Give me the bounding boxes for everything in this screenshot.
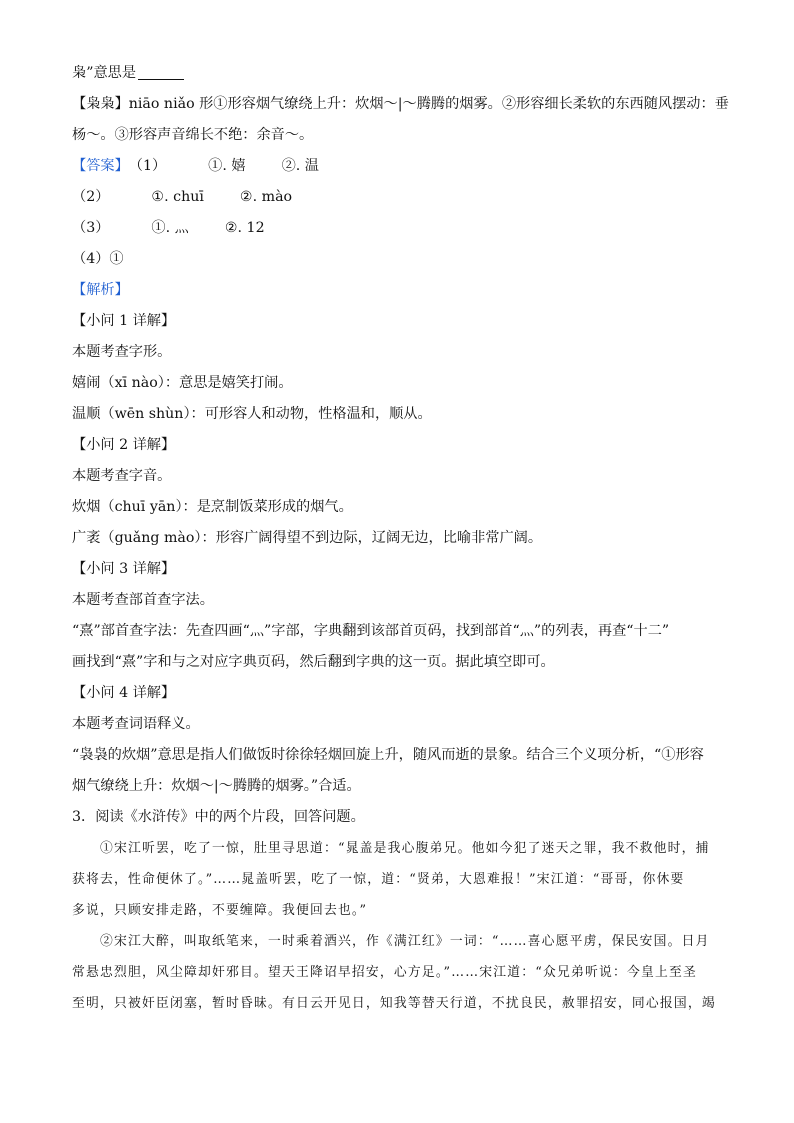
question-3-title: 3．阅读《水浒传》中的两个片段，回答问题。 (72, 809, 365, 825)
answer-row-2 (72, 182, 732, 213)
passage-1-line-2: 获将去，性命便休了。”……晁盖听罢，吃了一惊，道：“贤弟，大恩难报！”宋江道：“哥哥，你休要 (72, 872, 685, 887)
subquestion-3-line-3: 画找到“熹”字和与之对应字典页码，然后翻到字典的这一页。据此填空即可。 (72, 654, 555, 670)
passage-2-line-1: ②宋江大醉，叫取纸笔来，一时乘着酒兴，作《满江红》一词：“……喜心愿平虏，保民安国。日月 (100, 934, 710, 949)
definition-line-2: 杨～。③形容声音绵长不绝：余音～。 (72, 127, 314, 143)
answer-1-a: ①. 嬉 (208, 158, 246, 174)
passage-1-line-1: ①宋江听罢，吃了一惊，肚里寻思道：“晁盖是我心腹弟兄。他如今犯了迷天之罪，我不救他时，捕 (100, 841, 710, 856)
answer-row-4: （4）① (72, 251, 124, 267)
passage-2-line-2: 常悬忠烈胆，风尘障却奸邪目。望天王降诏早招安，心方足。”……宋江道：“众兄弟听说：今皇上至圣 (72, 965, 697, 980)
answer-blank (138, 64, 184, 80)
subquestion-1-line-1: 本题考查字形。 (72, 344, 172, 360)
subquestion-2-line-3: 广袤（guǎng mào）：形容广阔得望不到边际，辽阔无边，比喻非常广阔。 (72, 530, 543, 546)
answer-2-a: ①. chuī (151, 189, 204, 205)
subquestion-2-line-1: 本题考查字音。 (72, 468, 172, 484)
subquestion-3-line-2: “熹”部首查字法：先查四画“灬”字部，字典翻到该部首页码，找到部首“灬”的列表，再查“十二” (72, 623, 670, 639)
subquestion-4-line-3: 烟气缭绕上升：炊烟～|～腾腾的烟雾。”合适。 (72, 778, 361, 794)
document-page (72, 58, 732, 1019)
subquestion-1-line-3: 温顺（wēn shùn）：可形容人和动物，性格温和，顺从。 (72, 406, 432, 422)
answer-label: 【答案】 (72, 158, 129, 174)
subquestion-1-heading: 【小问 1 详解】 (72, 313, 176, 329)
answer-row-3 (72, 213, 732, 244)
question-tail-text: 枭”意思是 (72, 65, 137, 81)
subquestion-4-line-2: “袅袅的炊烟”意思是指人们做饭时徐徐轻烟回旋上升，随风而逝的景象。结合三个义项分析，“①形容 (72, 747, 704, 763)
subquestion-2-line-2: 炊烟（chuī yān）：是烹制饭菜形成的烟气。 (72, 499, 353, 515)
passage-1-line-3: 多说，只顾安排走路，不要缠障。我便回去也。” (72, 903, 368, 918)
answer-3-b: ②. 12 (224, 220, 265, 236)
passage-2-line-3: 至明，只被奸臣闭塞，暂时昏昧。有日云开见日，知我等替天行道，不扰良民，赦罪招安，同心报国，竭 (72, 996, 716, 1011)
subquestion-1-line-2: 嬉闹（xī nào）：意思是嬉笑打闹。 (72, 375, 293, 391)
answer-1-b: ②. 温 (281, 158, 319, 174)
subquestion-3-line-1: 本题考查部首查字法。 (72, 592, 214, 608)
subquestion-4-heading: 【小问 4 详解】 (72, 685, 176, 701)
answer-2-b: ②. mào (239, 189, 293, 205)
analysis-label: 【解析】 (72, 282, 129, 298)
subquestion-3-heading: 【小问 3 详解】 (72, 561, 176, 577)
subquestion-2-heading: 【小问 2 详解】 (72, 437, 176, 453)
answer-1-number: （1） (128, 158, 167, 174)
answer-3-number: （3） (72, 220, 110, 236)
subquestion-4-line-1: 本题考查词语释义。 (72, 716, 200, 732)
answer-2-number: （2） (72, 189, 110, 205)
answer-row-1 (72, 151, 732, 182)
answer-3-a: ①. 灬 (151, 220, 189, 236)
question-tail-line (72, 58, 732, 89)
definition-line-1: 【枭枭】niāo niǎo 形①形容烟气缭绕上升：炊烟～|～腾腾的烟雾。②形容细长柔软的东西随风摆动：垂 (72, 96, 729, 112)
